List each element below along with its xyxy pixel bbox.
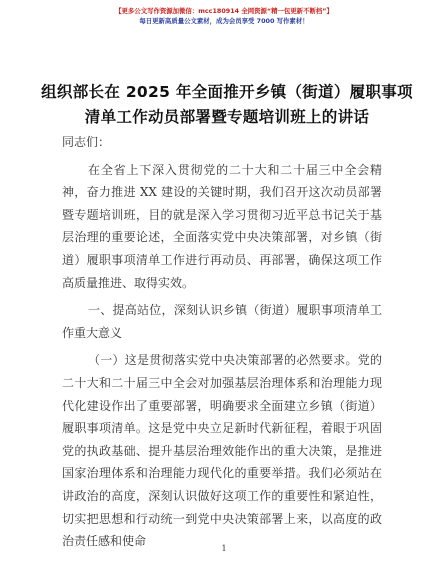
document-body	[62, 131, 382, 553]
paragraph-intro: 在全省上下深入贯彻党的二十大和二十届三中全会精神，奋力推进 XX 建设的关键时期，我们召开这次动员部署暨专题培训班，目的就是深入学习贯彻习近平总书记关于基层治理的重要论述，全面落实党中央决策部署，对乡镇（街道）履职事项清单工作进行再动员、再部署，确保这项工作高质量推进、取得实效。	[62, 162, 382, 290]
section-heading-1: 一、提高站位，深刻认识乡镇（街道）履职事项清单工作重大意义	[62, 303, 382, 340]
document-title: 组织部长在 2025 年全面推开乡镇（街道）履职事项清单工作动员部署暨专题培训班上的讲话	[41, 83, 413, 126]
page-number: 1	[221, 544, 227, 553]
banner-line-promo: 【更多公文写作资源加微信：mcc180914 全网资源“精一包更新不断档”】	[115, 7, 333, 15]
banner-line-membership: 每日更新高质量公文素材，成为会员享受 7000 写作素材！	[139, 17, 309, 25]
header-banner	[0, 6, 448, 26]
salutation: 同志们：	[62, 135, 111, 149]
paragraph-subsection-1: （一）这是贯彻落实党中央决策部署的必然要求。党的二十大和二十届三中全会对加强基层治理体系和治理能力现代化建设作出了重要部署，明确要求全面建立乡镇（街道）履职事项清单。这是党中央立足新时代新征程，着眼于巩固党的执政基础、提升基层治理效能作出的重大决策，是推进国家治理体系和治理能力现代化的重要举措。我们必须站在讲政治的高度，深刻认识做好这项工作的重要性和紧迫性，切实把思想和行动统一到党中央决策部署上来，以高度的政治责任感和使命	[62, 353, 382, 549]
